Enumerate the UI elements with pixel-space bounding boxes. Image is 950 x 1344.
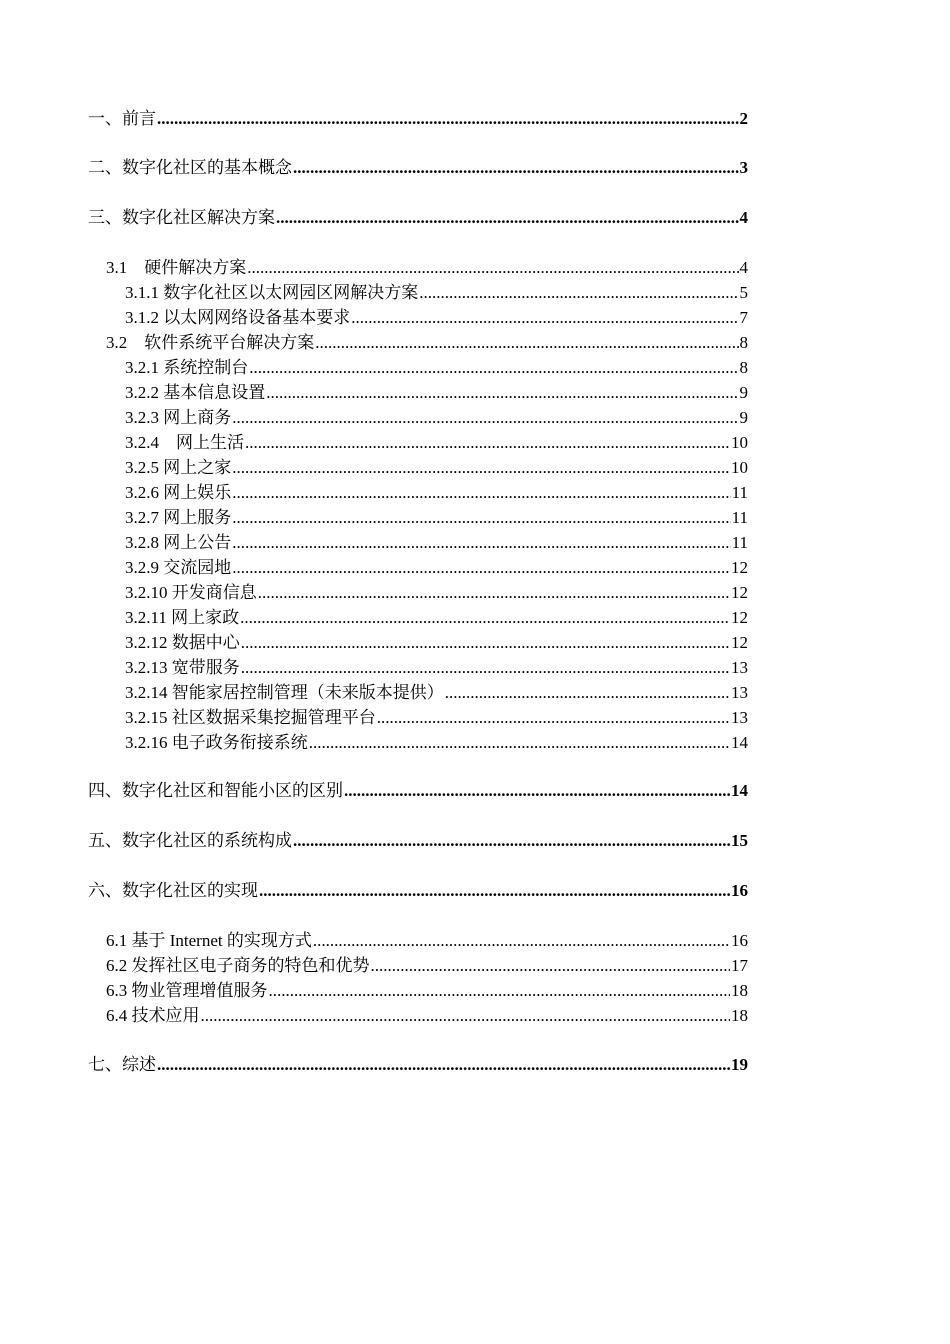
toc-entry-page: 8 xyxy=(739,358,748,377)
toc-entry-title: 四、数字化社区和智能小区的区别 xyxy=(88,781,343,800)
toc-leader-dots xyxy=(241,632,730,654)
toc-leader-dots xyxy=(240,607,730,629)
toc-leader-dots xyxy=(157,108,739,130)
toc-leader-dots xyxy=(266,382,738,404)
toc-entry-page: 16 xyxy=(731,931,748,950)
toc-entry-page: 12 xyxy=(731,583,748,602)
toc-entry-title: 3.1 硬件解决方案 xyxy=(106,258,247,277)
toc-entry-title: 六、数字化社区的实现 xyxy=(88,881,258,900)
toc-entry[interactable] xyxy=(125,432,748,454)
toc-entry-title: 3.2.6 网上娱乐 xyxy=(125,483,232,502)
toc-entry-title: 3.1.1 数字化社区以太网园区网解决方案 xyxy=(125,283,419,302)
toc-leader-dots xyxy=(351,307,738,329)
toc-leader-dots xyxy=(419,282,738,304)
toc-entry-page: 12 xyxy=(731,558,748,577)
toc-entry[interactable] xyxy=(106,980,748,1002)
toc-leader-dots xyxy=(201,1005,731,1027)
toc-leader-dots xyxy=(315,332,738,354)
toc-entry[interactable] xyxy=(106,955,748,977)
toc-entry-title: 一、前言 xyxy=(88,109,156,128)
toc-entry-title: 二、数字化社区的基本概念 xyxy=(88,158,292,177)
toc-entry-page: 13 xyxy=(731,658,748,677)
toc-entry-title: 3.2.8 网上公告 xyxy=(125,533,232,552)
toc-leader-dots xyxy=(232,532,730,554)
toc-leader-dots xyxy=(293,830,730,852)
toc-entry-title: 3.1.2 以太网网络设备基本要求 xyxy=(125,308,351,327)
toc-entry-title: 3.2.3 网上商务 xyxy=(125,408,232,427)
toc-entry-page: 14 xyxy=(731,781,748,800)
toc-entry[interactable] xyxy=(125,507,748,529)
toc-leader-dots xyxy=(232,407,738,429)
toc-entry-title: 6.4 技术应用 xyxy=(106,1006,200,1025)
toc-leader-dots xyxy=(344,780,730,802)
toc-entry[interactable] xyxy=(125,632,748,654)
toc-entry-title: 6.3 物业管理增值服务 xyxy=(106,981,268,1000)
toc-leader-dots xyxy=(269,980,731,1002)
toc-entry[interactable] xyxy=(125,657,748,679)
toc-entry-title: 3.2.11 网上家政 xyxy=(125,608,240,627)
toc-entry[interactable] xyxy=(88,157,748,179)
toc-leader-dots xyxy=(232,507,730,529)
toc-entry[interactable] xyxy=(125,307,748,329)
toc-entry[interactable] xyxy=(125,457,748,479)
toc-entry-page: 15 xyxy=(731,831,748,850)
toc-entry-page: 11 xyxy=(731,533,748,552)
toc-entry[interactable] xyxy=(125,357,748,379)
toc-entry[interactable] xyxy=(88,108,748,130)
toc-entry-page: 18 xyxy=(731,1006,748,1025)
toc-entry[interactable] xyxy=(106,930,748,952)
toc-leader-dots xyxy=(232,557,730,579)
toc-leader-dots xyxy=(245,432,730,454)
toc-entry-title: 三、数字化社区解决方案 xyxy=(88,208,275,227)
toc-entry-page: 9 xyxy=(739,383,748,402)
toc-leader-dots xyxy=(258,582,730,604)
toc-entry[interactable] xyxy=(88,207,748,229)
toc-leader-dots xyxy=(241,657,730,679)
toc-entry-page: 10 xyxy=(731,458,748,477)
toc-entry-page: 12 xyxy=(731,633,748,652)
toc-entry[interactable] xyxy=(106,257,748,279)
toc-entry-page: 3 xyxy=(739,158,748,177)
toc-entry-page: 13 xyxy=(731,708,748,727)
toc-entry-page: 16 xyxy=(731,881,748,900)
toc-entry[interactable] xyxy=(125,532,748,554)
toc-entry[interactable] xyxy=(106,1005,748,1027)
toc-entry-page: 9 xyxy=(739,408,748,427)
toc-leader-dots xyxy=(232,457,730,479)
toc-entry-title: 3.2.10 开发商信息 xyxy=(125,583,257,602)
toc-entry-title: 3.2.12 数据中心 xyxy=(125,633,240,652)
toc-entry[interactable] xyxy=(125,732,748,754)
toc-entry[interactable] xyxy=(125,682,748,704)
toc-entry-title: 3.2.2 基本信息设置 xyxy=(125,383,266,402)
toc-entry-page: 10 xyxy=(731,433,748,452)
toc-entry-title: 3.2.16 电子政务衔接系统 xyxy=(125,733,308,752)
toc-entry-title: 6.1 基于 Internet 的实现方式 xyxy=(106,931,312,950)
toc-leader-dots xyxy=(157,1054,730,1076)
toc-entry-page: 2 xyxy=(739,109,748,128)
toc-entry-title: 3.2.1 系统控制台 xyxy=(125,358,249,377)
toc-leader-dots xyxy=(276,207,739,229)
toc-entry[interactable] xyxy=(125,282,748,304)
toc-entry-page: 11 xyxy=(731,508,748,527)
toc-leader-dots xyxy=(313,930,730,952)
toc-entry-page: 13 xyxy=(731,683,748,702)
toc-entry-title: 3.2.13 宽带服务 xyxy=(125,658,240,677)
toc-entry-title: 3.2.9 交流园地 xyxy=(125,558,232,577)
toc-leader-dots xyxy=(309,732,730,754)
toc-entry[interactable] xyxy=(106,332,748,354)
toc-entry[interactable] xyxy=(88,830,748,852)
toc-entry-title: 3.2 软件系统平台解决方案 xyxy=(106,333,315,352)
toc-leader-dots xyxy=(232,482,730,504)
toc-entry-title: 3.2.15 社区数据采集挖掘管理平台 xyxy=(125,708,376,727)
toc-entry-page: 4 xyxy=(739,258,748,277)
toc-entry[interactable] xyxy=(125,707,748,729)
toc-leader-dots xyxy=(377,707,730,729)
toc-entry[interactable] xyxy=(125,582,748,604)
toc-entry-page: 17 xyxy=(731,956,748,975)
toc-leader-dots xyxy=(371,955,731,977)
toc-entry-page: 18 xyxy=(731,981,748,1000)
toc-entry-title: 3.2.14 智能家居控制管理（未来版本提供） xyxy=(125,683,444,702)
toc-leader-dots xyxy=(445,682,730,704)
toc-entry[interactable] xyxy=(88,780,748,802)
toc-entry-page: 12 xyxy=(731,608,748,627)
toc-entry-title: 3.2.4 网上生活 xyxy=(125,433,244,452)
toc-entry-page: 5 xyxy=(739,283,748,302)
toc-entry[interactable] xyxy=(125,557,748,579)
toc-entry[interactable] xyxy=(88,1054,748,1076)
toc-entry-page: 11 xyxy=(731,483,748,502)
toc-entry[interactable] xyxy=(88,880,748,902)
toc-entry-page: 4 xyxy=(739,208,748,227)
toc-entry[interactable] xyxy=(125,407,748,429)
toc-entry-title: 七、综述 xyxy=(88,1055,156,1074)
toc-entry[interactable] xyxy=(125,482,748,504)
toc-entry-title: 五、数字化社区的系统构成 xyxy=(88,831,292,850)
toc-entry-page: 7 xyxy=(739,308,748,327)
toc-entry[interactable] xyxy=(125,607,748,629)
toc-entry[interactable] xyxy=(125,382,748,404)
toc-entry-page: 19 xyxy=(731,1055,748,1074)
toc-entry-title: 3.2.7 网上服务 xyxy=(125,508,232,527)
toc-entry-page: 14 xyxy=(731,733,748,752)
toc-entry-page: 8 xyxy=(739,333,748,352)
toc-leader-dots xyxy=(247,257,738,279)
toc-leader-dots xyxy=(259,880,730,902)
toc-leader-dots xyxy=(249,357,738,379)
toc-entry-title: 6.2 发挥社区电子商务的特色和优势 xyxy=(106,956,370,975)
toc-entry-title: 3.2.5 网上之家 xyxy=(125,458,232,477)
toc-leader-dots xyxy=(293,157,739,179)
